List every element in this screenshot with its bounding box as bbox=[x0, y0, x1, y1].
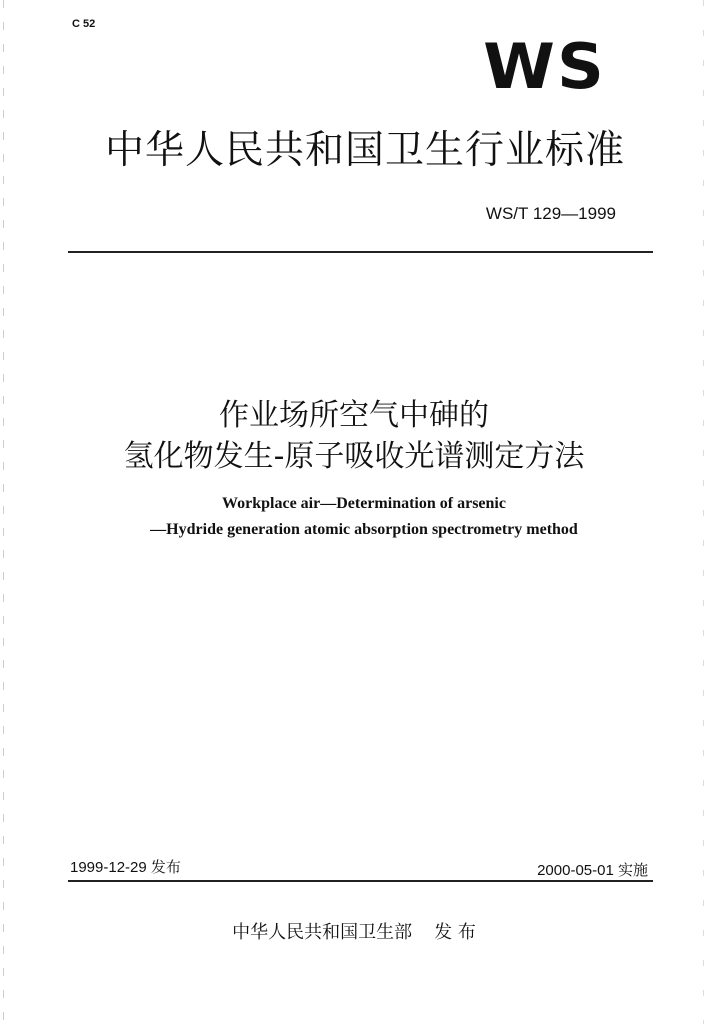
document-title-cn-line2: 氢化物发生-原子吸收光谱测定方法 bbox=[123, 439, 585, 474]
issuer-name: 中华人民共和国卫生部 bbox=[232, 922, 413, 943]
ws-logo: WS bbox=[483, 30, 606, 103]
document-title-en-line2: —Hydride generation atomic absorption spectrometry method bbox=[150, 521, 578, 538]
standard-title: 中华人民共和国卫生行业标准 bbox=[104, 128, 625, 173]
document-title-cn-line1: 作业场所空气中砷的 bbox=[219, 398, 489, 433]
implementation-date: 2000-05-01 实施 bbox=[537, 862, 648, 879]
classification-code: C 52 bbox=[72, 18, 96, 30]
scan-edge-left bbox=[3, 0, 4, 1024]
document-title-en-line1: Workplace air—Determination of arsenic bbox=[222, 495, 506, 512]
issuer-line bbox=[0, 918, 708, 944]
issue-label: 发 布 bbox=[434, 922, 476, 943]
header-divider bbox=[68, 251, 653, 253]
standard-number: WS/T 129—1999 bbox=[485, 204, 616, 223]
footer-divider bbox=[68, 880, 653, 882]
issue-date: 1999-12-29 发布 bbox=[70, 859, 181, 876]
